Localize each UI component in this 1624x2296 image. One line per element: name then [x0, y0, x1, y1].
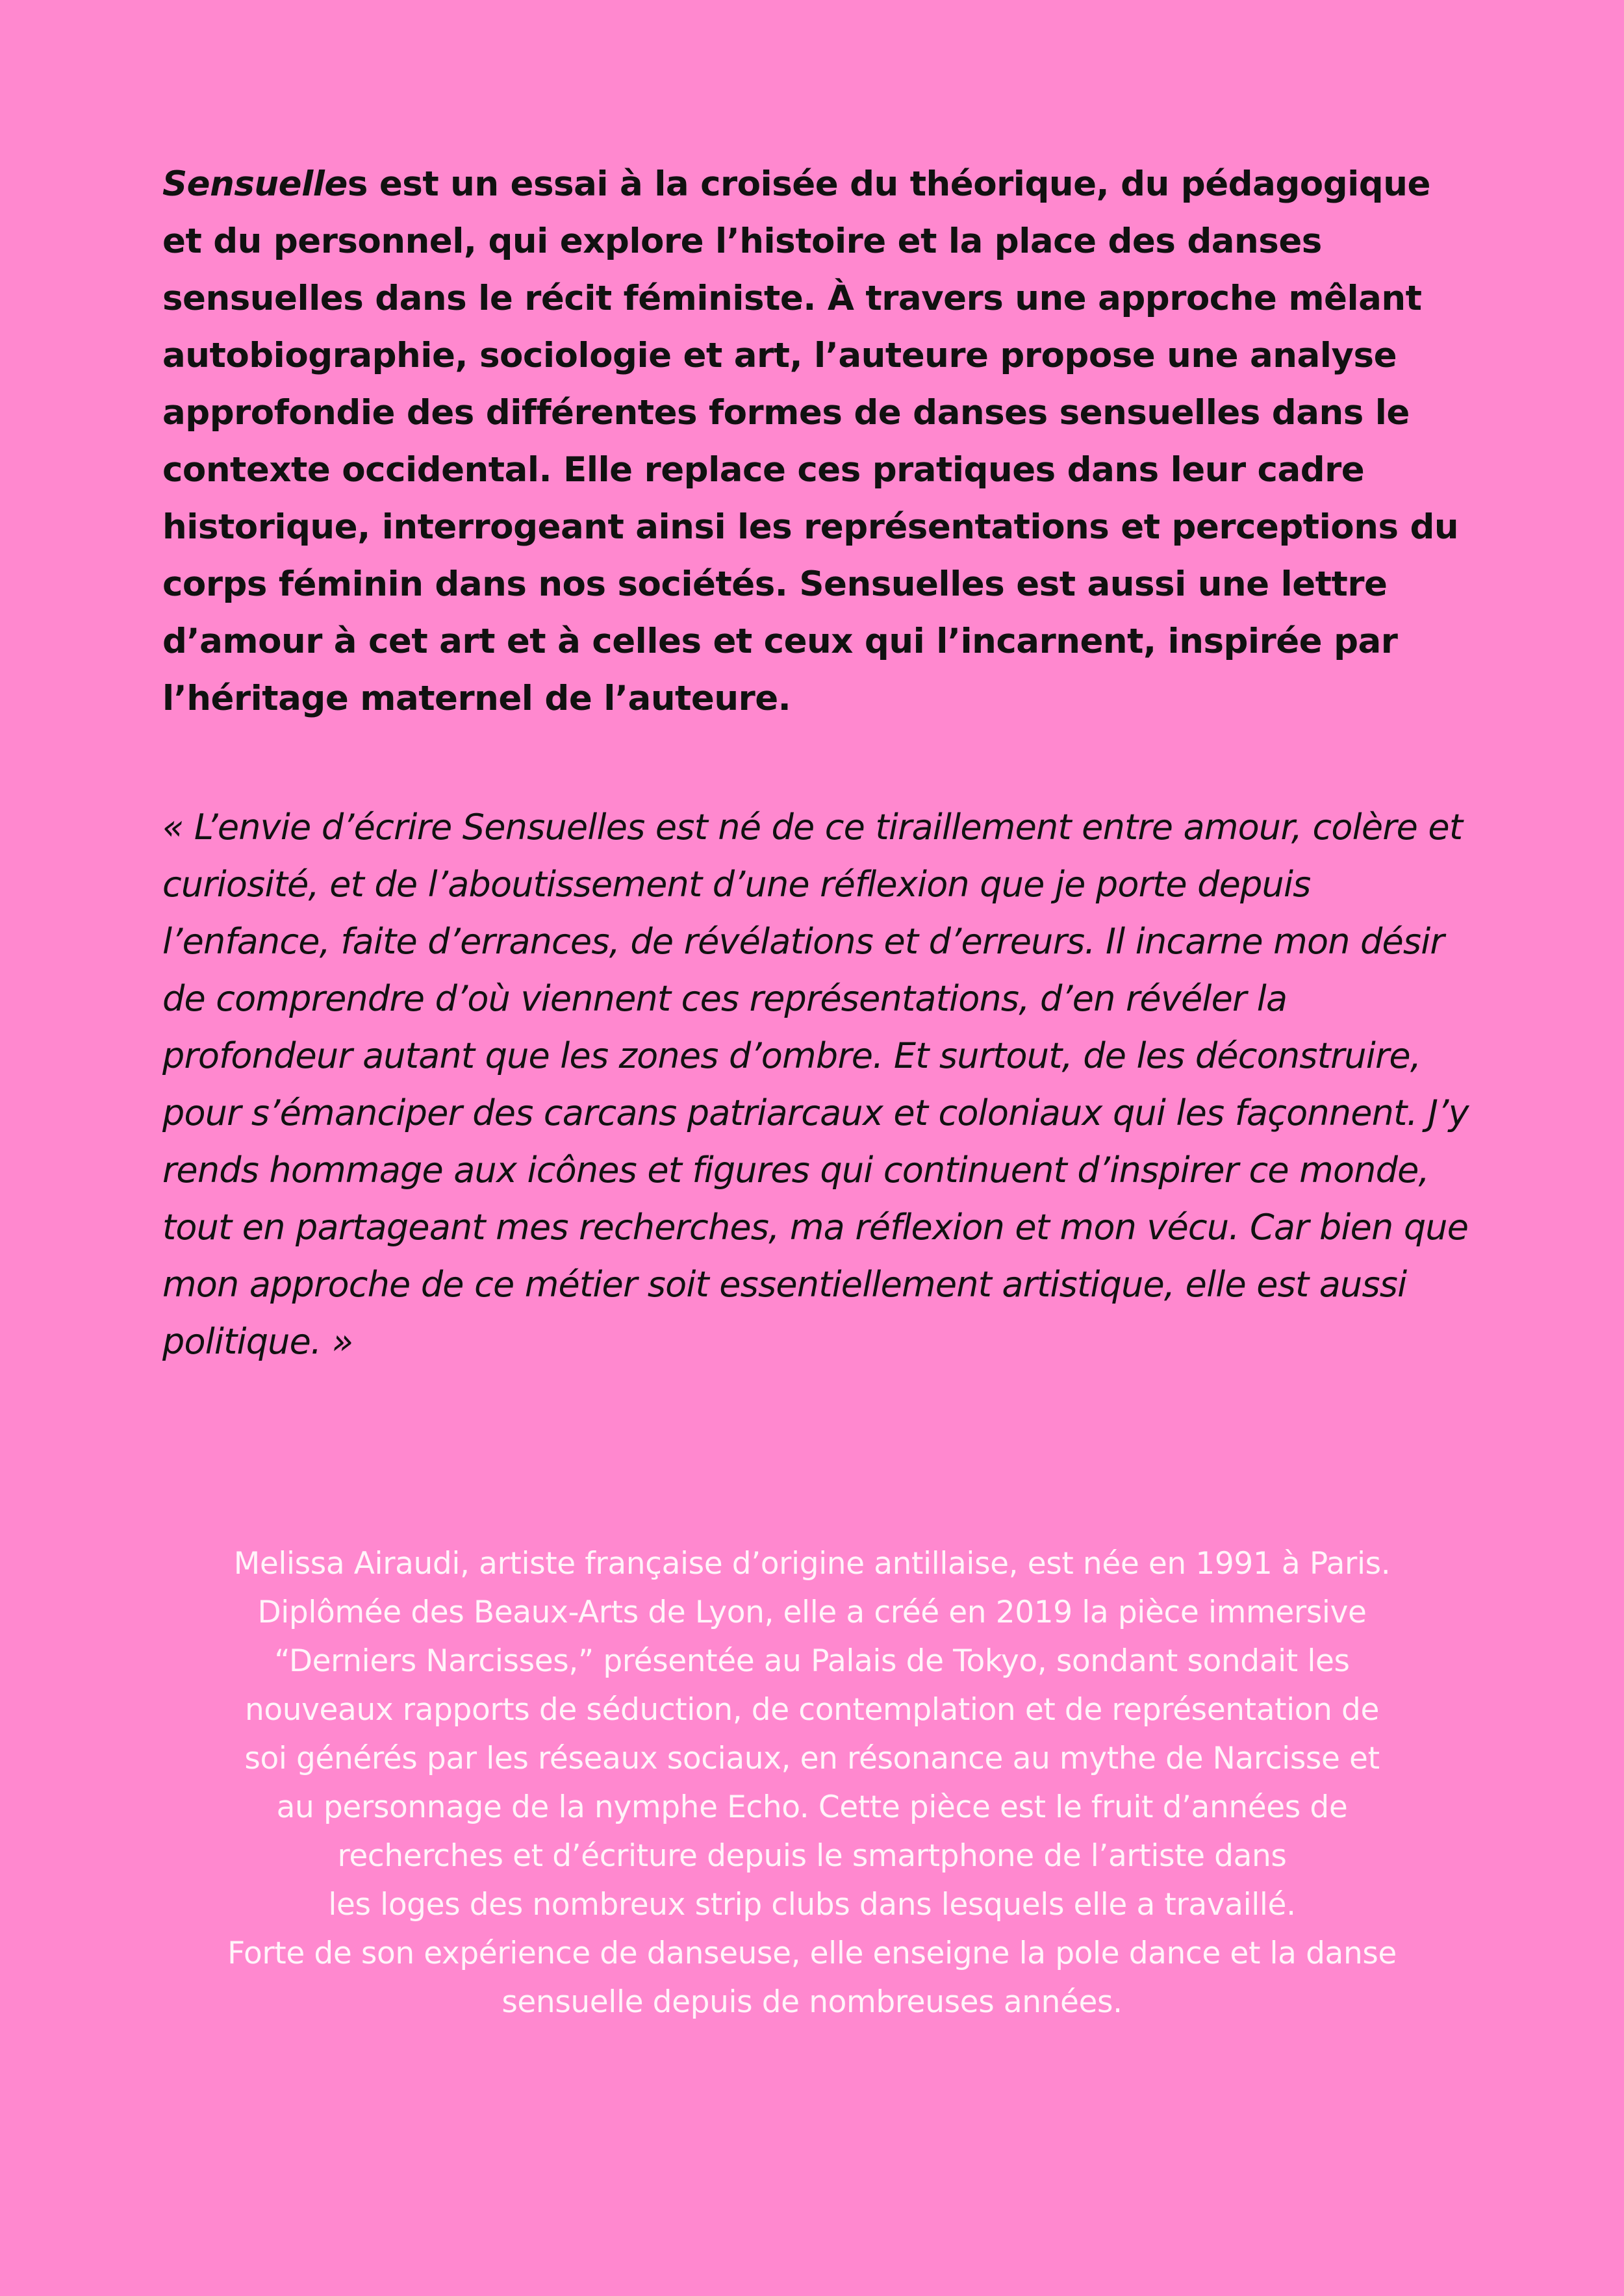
summary-book-title: Sensuelle: [162, 164, 348, 204]
bio-line: nouveaux rapports de séduction, de contemplation et de représentation de: [244, 1692, 1380, 1728]
bio-line: sensuelle depuis de nombreuses années.: [501, 1984, 1123, 2020]
bio-line: Melissa Airaudi, artiste française d’origine antillaise, est née en 1991 à Paris.: [233, 1546, 1391, 1582]
book-back-cover: [162, 156, 1475, 1370]
author-quote: « L’envie d’écrire Sensuelles est né de ce tiraillement entre amour, colère et curiosité, et de l’aboutissement d’une réflexion que je porte depuis l’enfance, faite d’errances, de révélations et d’erreurs. Il incarne mon désir de comprendre d’où viennent ces représentations, d’en révéler la profondeur autant que les zones d’ombre. Et surtout, de les déconstruire, pour s’émanciper des carcans patriarcaux et coloniaux qui les façonnent. J’y rends hommage aux icônes et figures qui continuent d’inspirer ce monde, tout en partageant mes recherches, ma réflexion et mon vécu. Car bien que mon approche de ce métier soit essentiellement artistique, elle est aussi politique. »: [162, 807, 1469, 1362]
summary-paragraph: [162, 156, 1475, 727]
author-bio: [149, 1539, 1475, 2026]
bio-line: “Derniers Narcisses,” présentée au Palais de Tokyo, sondant sondait les: [274, 1643, 1350, 1679]
bio-line: les loges des nombreux strip clubs dans lesquels elle a travaillé.: [328, 1887, 1296, 1923]
bio-line: recherches et d’écriture depuis le smartphone de l’artiste dans: [337, 1838, 1287, 1874]
bio-line: au personnage de la nymphe Echo. Cette pièce est le fruit d’années de: [276, 1789, 1348, 1825]
bio-line: soi générés par les réseaux sociaux, en résonance au mythe de Narcisse et: [244, 1741, 1380, 1776]
bio-line: Diplômée des Beaux-Arts de Lyon, elle a créé en 2019 la pièce immersive: [257, 1595, 1367, 1630]
summary-text: s est un essai à la croisée du théorique, du pédagogique et du personnel, qui explore l’histoire et la place des danses sensuelles dans le récit féministe. À travers une approche mêlant autobiographie, sociologie et art, l’auteure propose une analyse approfondie des différentes formes de danses sensuelles dans le contexte occidental. Elle replace ces pratiques dans leur cadre historique, interrogeant ainsi les représentations et perceptions du corps féminin dans nos sociétés. Sensuelles est aussi une lettre d’amour à cet art et à celles et ceux qui l’incarnent, inspirée par l’héritage maternel de l’auteure.: [162, 164, 1459, 718]
bio-line: Forte de son expérience de danseuse, elle enseigne la pole dance et la danse: [227, 1936, 1397, 1971]
